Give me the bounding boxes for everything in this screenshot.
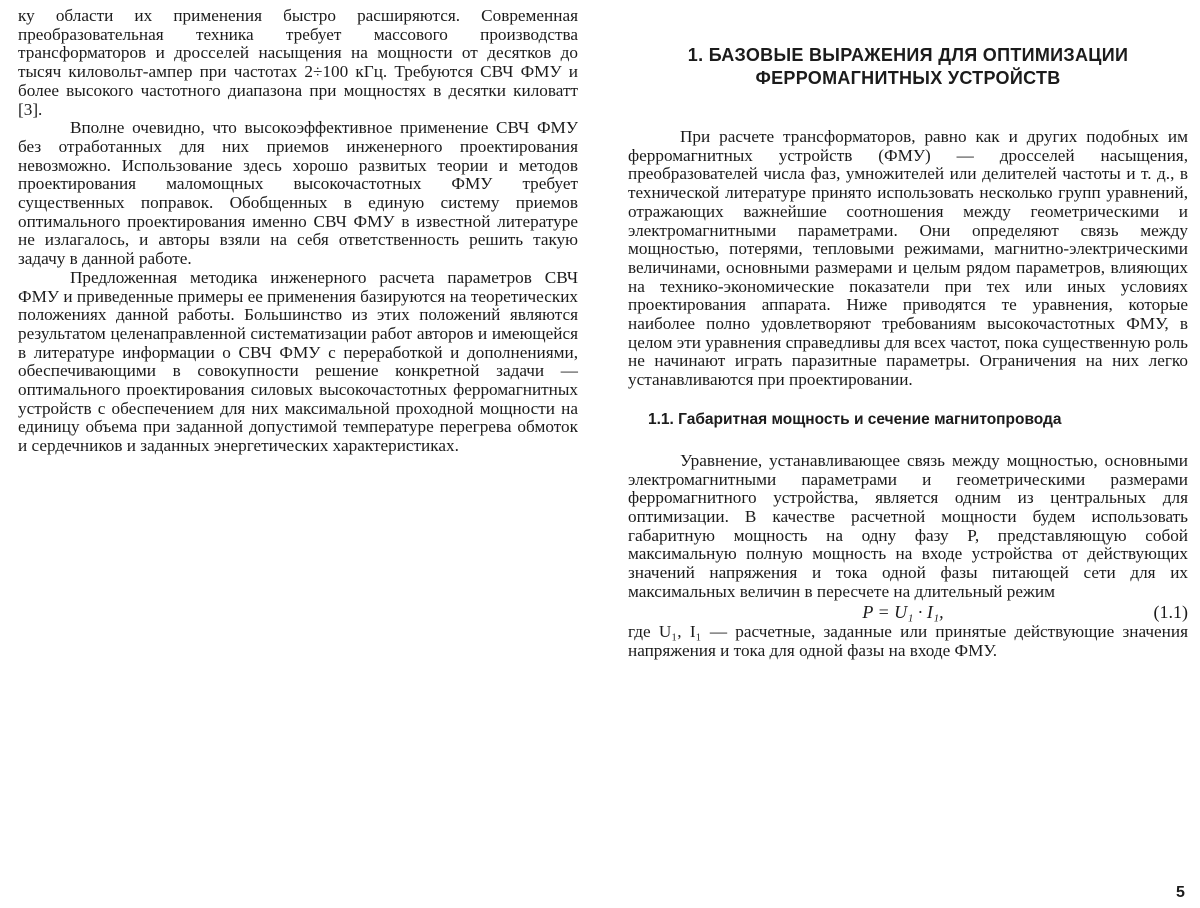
- page-number: 5: [1176, 884, 1185, 901]
- left-paragraph-1: ку области их применения быстро расширяются. Современная преобразовательная техника требует массового производства трансформаторов и дросселей насыщения на мощности от десятков до тысяч киловольт-ампер при частотах 2÷100 кГц. Требуются СВЧ ФМУ и более высокого частотного диапазона при мощностях в десятки киловатт [3].: [18, 6, 578, 119]
- chapter-title-line-2: ФЕРРОМАГНИТНЫХ УСТРОЙСТВ: [755, 68, 1061, 88]
- left-paragraph-3: Предложенная методика инженерного расчета параметров СВЧ ФМУ и приведенные примеры ее применения базируются на теоретических положениях данной работы. Большинство из этих положений являются результатом целенаправленной систематизации работ авторов и имеющейся в литературе информации о СВЧ ФМУ с переработкой и дополнениями, обеспечивающими в совокупности решение конкретной задачи — оптимального проектирования силовых высокочастотных ферромагнитных устройств с обеспечением для них максимальной проходной мощности на единицу объема при заданной допустимой температуре перегрева обмоток и сердечников и заданных энергетических характеристиках.: [18, 267, 578, 456]
- right-page: [628, 0, 1188, 661]
- intro-paragraph: При расчете трансформаторов, равно как и других подобных им ферромагнитных устройств (ФМУ) — дросселей насыщения, преобразователей числа фаз, умножителей или делителей частоты и т. д., в технической литературе принято использовать несколько групп уравнений, отражающих важнейшие соотношения между геометрическими и электромагнитными параметрами. Они определяют связь между мощностью, потерями, тепловыми режимами, магнитно-электрическими величинами, основными размерами и целым рядом параметров, влияющих на технико-экономические показатели при тех или иных условиях проектирования аппарата. Ниже приводятся те уравнения, которые наиболее полно удовлетворяют требованиям высокочастотных ФМУ, в целом эти уравнения справедливы для всех частот, пока существенную роль не начинают играть паразитные параметры. Ограничения на них легко устанавливаются при проектировании.: [628, 127, 1188, 390]
- chapter-title-line-1: 1. БАЗОВЫЕ ВЫРАЖЕНИЯ ДЛЯ ОПТИМИЗАЦИИ: [687, 45, 1129, 65]
- formula-row: [628, 601, 1188, 623]
- left-page: [18, 0, 578, 456]
- section-paragraph: Уравнение, устанавливающее связь между мощностью, основными электромагнитными параметрами и геометрическими размерами ферромагнитного устройства, является одним из центральных для оптимизации. В качестве расчетной мощности будем использовать габаритную мощность на одну фазу P, представляющую собой максимальную полную мощность на входе устройства от действующих значений напряжения и тока одной фазы питающей сети для их максимальных величин в пересчете на длительный режим: [628, 450, 1188, 601]
- formula-number: (1.1): [1153, 601, 1188, 622]
- formula: P = U₁ · I₁,: [862, 601, 944, 622]
- left-paragraph-2: Вполне очевидно, что высокоэффективное применение СВЧ ФМУ без отработанных для них приемов инженерного проектирования невозможно. Использование здесь хорошо развитых теории и методов проектирования маломощных высокочастотных ФМУ требует существенных поправок. Обобщенных в единую систему приемов оптимального проектирования именно СВЧ ФМУ в известной литературе не излагалось, и авторы взяли на себя ответственность решить такую задачу в данной работе.: [18, 118, 578, 269]
- after-formula-paragraph: где U₁, I₁ — расчетные, заданные или принятые действующие значения напряжения и тока для одной фазы на входе ФМУ.: [628, 622, 1188, 661]
- section-title: 1.1. Габаритная мощность и сечение магнитопровода: [648, 410, 1062, 428]
